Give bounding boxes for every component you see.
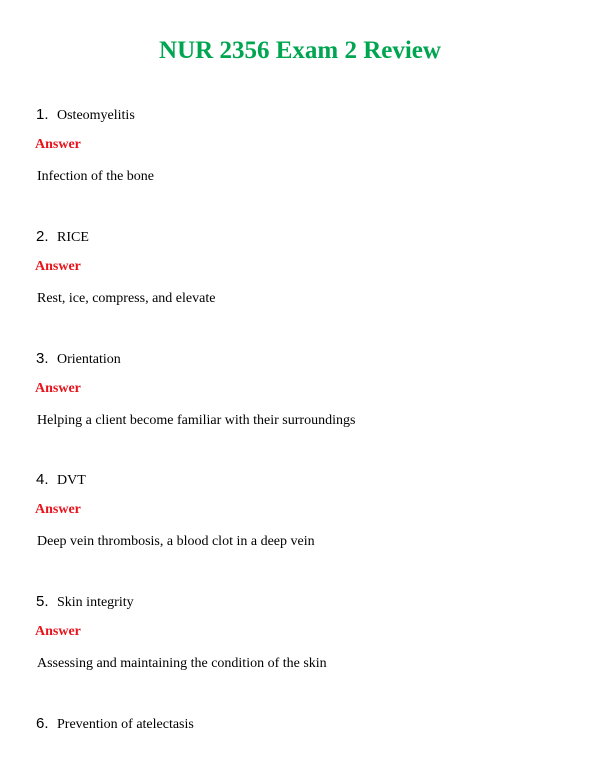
question-text: Prevention of atelectasis (57, 717, 194, 732)
document-title: NUR 2356 Exam 2 Review (159, 37, 441, 64)
qa-item-4 (0, 471, 600, 581)
question-number: 1. (36, 106, 49, 123)
question-number: 6. (36, 715, 49, 732)
answer-label: Answer (35, 624, 81, 639)
question-text: Osteomyelitis (57, 108, 135, 123)
question-text: Skin integrity (57, 595, 134, 610)
answer-label: Answer (35, 259, 81, 274)
answer-text: Deep vein thrombosis, a blood clot in a deep vein (37, 534, 315, 549)
answer-label: Answer (35, 381, 81, 396)
answer-label: Answer (35, 502, 81, 517)
question-number: 2. (36, 228, 49, 245)
answer-text: Infection of the bone (37, 169, 155, 184)
question-number: 4. (36, 471, 49, 488)
question-row (36, 228, 89, 248)
question-text: Orientation (57, 352, 121, 367)
question-row (36, 350, 121, 370)
question-number: 3. (36, 350, 49, 367)
question-text: DVT (57, 473, 86, 488)
question-row (36, 471, 86, 491)
question-row (36, 106, 135, 126)
qa-item-5 (0, 593, 600, 703)
answer-label: Answer (35, 137, 81, 152)
qa-item-2 (0, 228, 600, 338)
question-row (36, 593, 134, 613)
qa-item-1 (0, 106, 600, 216)
qa-item-3 (0, 350, 600, 460)
qa-item-6 (0, 715, 600, 745)
answer-text: Rest, ice, compress, and elevate (37, 291, 216, 306)
question-row (36, 715, 194, 735)
answer-text: Assessing and maintaining the condition of the skin (37, 656, 327, 671)
answer-text: Helping a client become familiar with their surroundings (37, 413, 356, 428)
question-text: RICE (57, 230, 89, 245)
question-number: 5. (36, 593, 49, 610)
